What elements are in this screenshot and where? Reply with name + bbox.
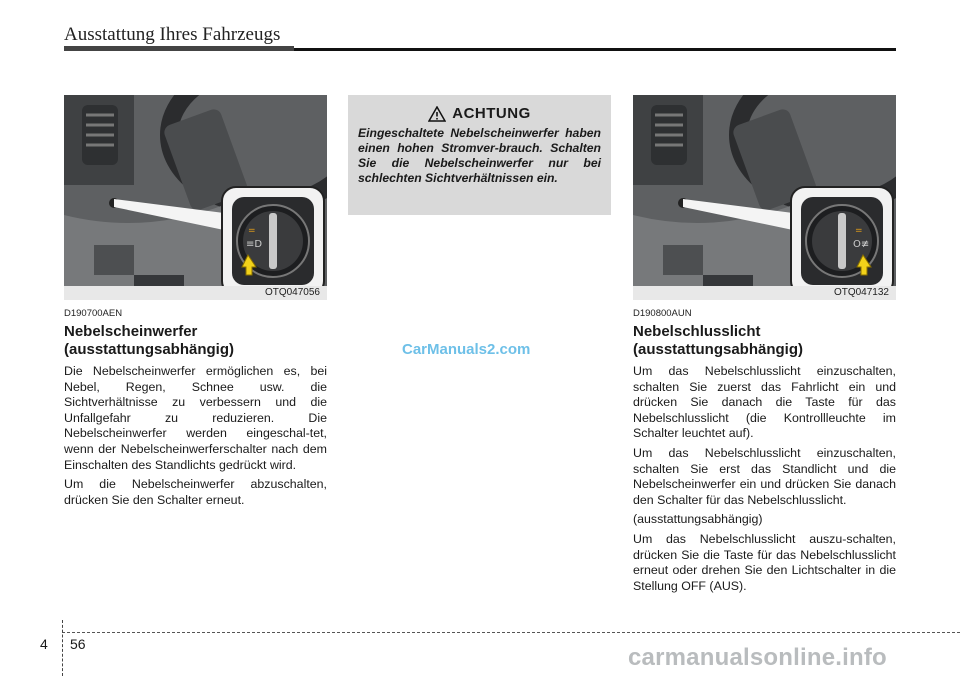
section-code: D190700AEN	[64, 308, 123, 319]
chapter-number: 4	[40, 636, 48, 652]
section-title-line: (ausstattungsabhängig)	[633, 341, 804, 358]
warning-triangle-icon	[428, 106, 446, 122]
figure-code: OTQ047056	[262, 287, 323, 298]
paragraph: Um das Nebelschlusslicht einzuschalten, schalten Sie zuerst das Fahrlicht ein und drücken Sie danach die Taste für das Nebelschlusslicht (die Kontrollleuchte im Schalter leuchtet auf).	[633, 364, 896, 441]
footer-rule	[62, 632, 960, 633]
svg-text:≡D: ≡D	[246, 239, 263, 250]
watermark-link[interactable]: CarManuals2.com	[402, 341, 531, 358]
section-title-line: Nebelscheinwerfer	[64, 323, 198, 340]
section-title	[64, 323, 327, 359]
paragraph: Um das Nebelschlusslicht einzuschalten, schalten Sie erst das Standlicht und die Nebelscheinwerfer ein und drücken Sie danach den Schalter für das Nebelschlusslicht.	[633, 445, 896, 507]
page-number: 56	[70, 636, 86, 652]
section-code: D190800AUN	[633, 308, 692, 319]
section-title	[633, 323, 896, 359]
section-front-fog-lights	[64, 308, 327, 512]
paragraph: Um das Nebelschlusslicht auszu-schalten, drücken Sie die Taste für das Nebelschlusslicht erneut oder drehen Sie den Lichtschalter in die Stellung OFF (AUS).	[633, 531, 896, 593]
section-title-line: (ausstattungsabhängig)	[64, 341, 235, 358]
svg-text:=: =	[248, 226, 256, 236]
section-rear-fog-light	[633, 308, 896, 598]
paragraph: (ausstattungsabhängig)	[633, 512, 763, 527]
warning-text: Eingeschaltete Nebelscheinwerfer haben einen hohen Stromver-brauch. Schalten Sie die Nebelscheinwerfer nur bei schlechten Sichtverhältnissen ein.	[358, 126, 601, 185]
paragraph: Um die Nebelscheinwerfer abzuschalten, drücken Sie den Schalter erneut.	[64, 477, 327, 507]
figure-front-fog-switch	[64, 95, 327, 300]
svg-text:=: =	[855, 226, 863, 236]
svg-text:O≢: O≢	[853, 239, 870, 250]
section-title-line: Nebelschlusslicht	[633, 323, 761, 340]
warning-box	[348, 95, 611, 215]
warning-header	[358, 105, 601, 122]
figure-code: OTQ047132	[831, 287, 892, 298]
page-header-title: Ausstattung Ihres Fahrzeugs	[64, 24, 281, 45]
dashboard-illustration	[64, 95, 327, 300]
warning-title: ACHTUNG	[452, 105, 531, 122]
figure-rear-fog-switch	[633, 95, 896, 300]
paragraph: Die Nebelscheinwerfer ermöglichen es, bei Nebel, Regen, Schnee usw. die Sichtverhältnisse zu verbessern und die Unfallgefahr zu reduzieren. Die Nebelscheinwerfer werden eingeschal-tet, wenn der Nebelscheinwerferschalter nach dem Einschalten des Standlichts gedrückt wird.	[64, 364, 327, 472]
dashboard-illustration	[633, 95, 896, 300]
header-rule-accent	[64, 46, 294, 51]
footer-divider	[62, 620, 63, 676]
footer-site-watermark[interactable]: carmanualsonline.info	[628, 644, 887, 671]
